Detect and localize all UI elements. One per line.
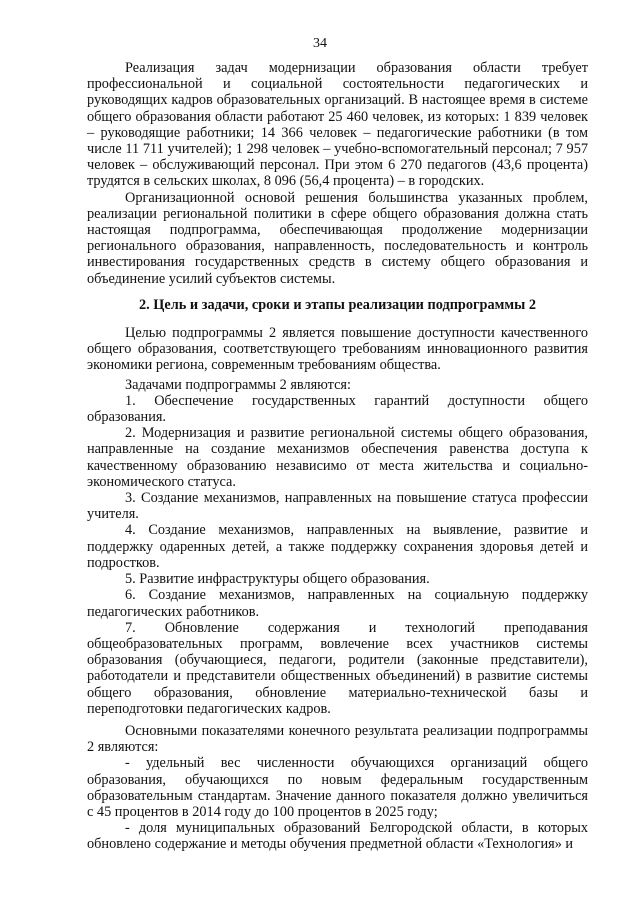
indicator-item-1: - удельный вес численности обучающихся организаций общего образования, обучающихся по новым федеральным государственным образовательным стандартам. Значение данного показателя должно увеличиться с 45 процентов в 2014 году до 100 процентов в 2025 году; [87,755,588,820]
task-item-6: 6. Создание механизмов, направленных на социальную поддержку педагогических работников. [87,587,588,620]
paragraph-staffing: Реализация задач модернизации образования области требует профессиональной и социальной состоятельности педагогических и руководящих кадров образовательных организаций. В настоящее время в системе общего образования области работают 25 460 человек, из которых: 1 839 человек – руководящие работники; 14 366 человек – педагогические работники (в том числе 11 711 учителей); 1 298 человек – учебно-вспомогательный персонал; 7 957 человек – обслуживающий персонал. При этом 6 270 педагогов (43,6 процента) трудятся в сельских школах, 8 096 (56,4 процента) – в городских. [87,60,588,190]
document-body [87,60,588,853]
goal-paragraph: Целью подпрограммы 2 является повышение доступности качественного общего образования, соответствующего требованиям инновационного развития экономики региона, современным требованиям общества. [87,325,588,374]
task-item-7: 7. Обновление содержания и технологий преподавания общеобразовательных программ, вовлечение всех участников системы образования (обучающиеся, педагоги, родители (законные представители), работодатели и представители общественных объединений) в развитие системы общего образования, обновление материально-технической базы и переподготовки педагогических кадров. [87,619,588,717]
tasks-intro: Задачами подпрограммы 2 являются: [125,376,351,393]
task-item-5: 5. Развитие инфраструктуры общего образования. [125,571,430,588]
paragraph-organizational-basis: Организационной основой решения большинства указанных проблем, реализации региональной политики в сфере общего образования должна стать настоящая подпрограмма, обеспечивающая продолжение модернизации регионального образования, направленность, последовательность и контроль инвестирования государственных средств в систему общего образования и объединение усилий субъектов системы. [87,189,588,287]
section-title: 2. Цель и задачи, сроки и этапы реализации подпрограммы 2 [138,296,536,313]
task-item-2: 2. Модернизация и развитие региональной системы общего образования, направленные на создание механизмов обеспечения равенства доступа к качественному образованию независимо от места жительства и социально-экономического статуса. [87,425,588,490]
task-item-1: 1. Обеспечение государственных гарантий доступности общего образования. [87,392,588,426]
page-number: 34 [313,36,327,51]
task-item-3: 3. Создание механизмов, направленных на повышение статуса профессии учителя. [87,490,588,523]
indicator-item-2: - доля муниципальных образований Белгородской области, в которых обновлено содержание и методы обучения предметной области «Технология» и [87,820,588,853]
task-item-4: 4. Создание механизмов, направленных на выявление, развитие и поддержку одаренных детей, а также поддержку сохранения здоровья детей и подростков. [87,522,588,571]
indicators-intro: Основными показателями конечного результата реализации подпрограммы 2 являются: [87,722,588,756]
